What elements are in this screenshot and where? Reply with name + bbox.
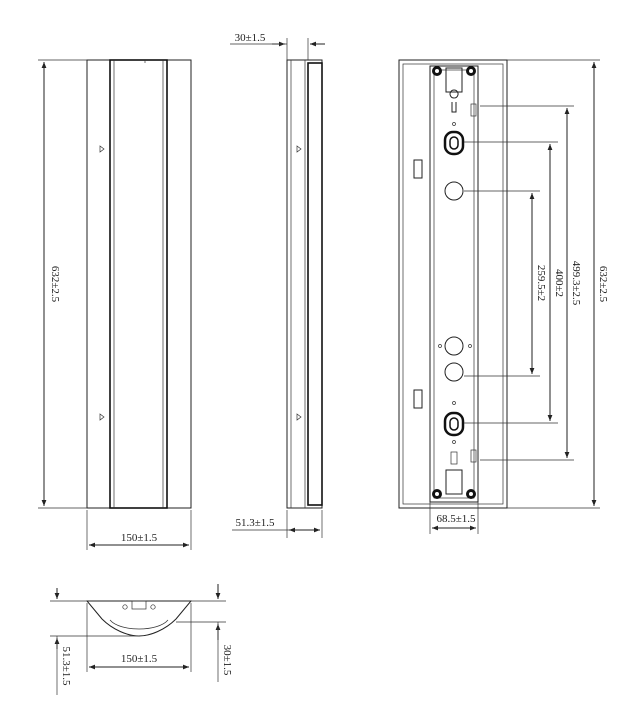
top-hook-bracket: [445, 132, 463, 154]
front-bottom-marker-icon: [100, 414, 104, 420]
back-spacing-499-dimension: [567, 108, 582, 458]
front-width-label: 150±1.5: [120, 532, 158, 544]
side-overall-depth-label: 51.3±1.5: [235, 517, 275, 529]
bottom-clamp: [446, 470, 462, 494]
mount-hole-lower: [445, 363, 463, 381]
bottom-housing-profile: [87, 601, 191, 636]
front-outer-housing: [87, 60, 191, 508]
back-spacing-400-dimension: [550, 144, 565, 421]
bottom-screw-hole-icon: [151, 605, 155, 609]
side-view: [230, 32, 325, 538]
side-bottom-marker-icon: [297, 414, 301, 420]
mount-hole-middle: [445, 337, 463, 355]
bottom-depth-label: 30±1.5: [221, 644, 233, 676]
bottom-width-dimension: [87, 603, 191, 672]
back-width-label: 68.5±1.5: [436, 513, 476, 525]
back-spacing-499-label: 499.3±2.5: [570, 260, 582, 306]
side-housing: [287, 60, 322, 508]
front-view: [38, 60, 191, 550]
bottom-width-label: 150±1.5: [120, 653, 158, 665]
back-height-label: 632±2.5: [597, 265, 609, 303]
front-top-marker-icon: [100, 146, 104, 152]
back-width-dimension: [430, 502, 478, 534]
side-depth-dimension: [230, 32, 325, 60]
back-view: [399, 60, 609, 534]
bottom-keyhole-icon: [451, 452, 457, 464]
top-clamp: [446, 68, 462, 92]
side-grille: [308, 63, 322, 505]
front-width-dimension: [87, 510, 191, 550]
bottom-overall-depth-dimension: [50, 588, 139, 695]
side-overall-depth-dimension: [232, 510, 322, 538]
side-depth-label: 30±1.5: [234, 32, 266, 44]
bottom-hook-bracket: [445, 413, 463, 435]
front-height-dimension: [38, 60, 87, 508]
back-spacing-259-dimension: [532, 193, 547, 374]
bottom-view: [50, 584, 233, 695]
bottom-screw-hole-icon: [123, 605, 127, 609]
front-height-label: 632±2.5: [49, 265, 61, 303]
back-spacing-400-label: 400±2: [553, 268, 565, 298]
mount-hole-upper: [445, 182, 463, 200]
side-top-marker-icon: [297, 146, 301, 152]
bottom-overall-depth-label: 51.3±1.5: [60, 646, 72, 686]
top-keyhole-icon: [450, 90, 458, 112]
left-tab-lower: [414, 390, 422, 408]
front-grille-panel: [110, 60, 167, 508]
back-spacing-259-label: 259.5±2: [535, 264, 547, 302]
left-tab-upper: [414, 160, 422, 178]
